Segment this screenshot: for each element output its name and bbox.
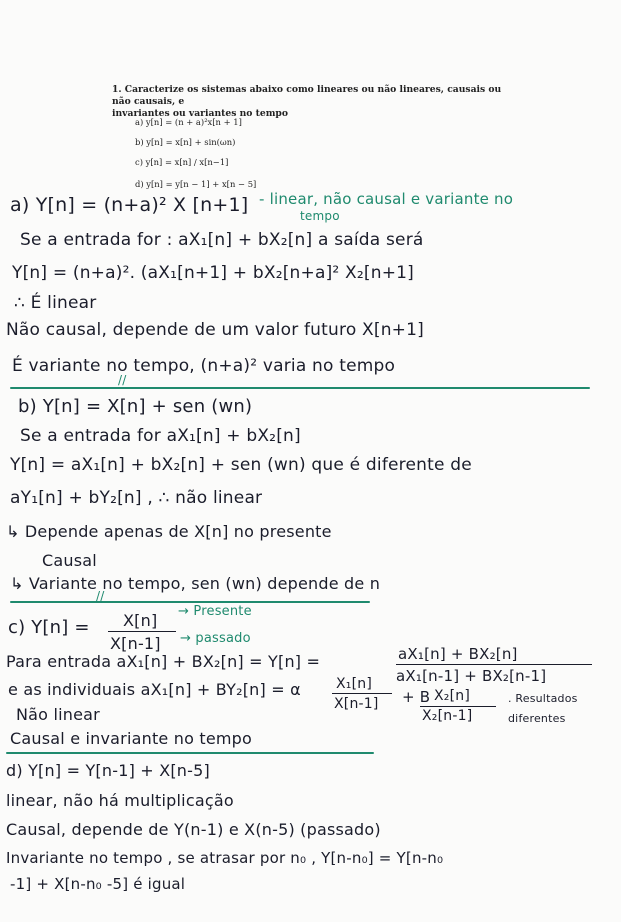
answer-c-note-present: → Presente [178,604,252,619]
answer-d-line3: Invariante no tempo , se atrasar por n₀ , Y[n-n₀] = Y[n-n₀ [6,849,444,867]
answer-c-line2: e as individuais aX₁[n] + BY₂[n] = α [8,680,301,699]
answer-b-mark: // [96,589,105,603]
answer-d-equation: d) Y[n] = Y[n-1] + X[n-5] [6,761,210,780]
answer-a-equation: a) Y[n] = (n+a)² X [n+1] [10,194,249,216]
answer-c-result: . Resultados [508,692,578,705]
separator-b [10,601,370,603]
answer-c-result-2: diferentes [508,712,566,725]
answer-d-line4: -1] + X[n-n₀ -5] é igual [10,875,186,893]
answer-c-line1: Para entrada aX₁[n] + BX₂[n] = Y[n] = [6,652,321,671]
answer-c-plus: + B [402,688,431,706]
option-a: a) y[n] = (n + a)²x[n + 1] [135,117,242,127]
answer-a-line2: Y[n] = (n+a)². (aX₁[n+1] + bX₂[n+a]² X₂[n+1] [12,263,414,283]
question-title-line1: Caracterize os sistemas abaixo como lineares ou não lineares, causais ou não causais, e [112,84,502,107]
answer-c-frac3-den: X₂[n-1] [422,708,473,724]
option-c: c) y[n] = x[n] / x[n−1] [135,157,229,167]
question-number: 1. [112,84,122,95]
answer-a-mark: // [118,373,127,387]
question-title-line2: invariantes ou variantes no tempo [112,108,288,119]
answer-b-line3: aY₁[n] + bY₂[n] , ∴ não linear [10,488,263,508]
answer-a-note-2: tempo [300,209,340,223]
answer-c-line3: Não linear [16,705,100,724]
answer-c-equation: c) Y[n] = [8,617,90,638]
separator-c [6,752,374,754]
answer-d-line1: linear, não há multiplicação [6,791,234,810]
answer-b-line4: ↳ Depende apenas de X[n] no presente [6,522,332,541]
answer-c-note-past: → passado [180,631,251,646]
option-b: b) y[n] = x[n] + sin(ωn) [135,137,236,147]
answer-c-numerator: X[n] [123,611,158,630]
answer-b-line1: Se a entrada for aX₁[n] + bX₂[n] [20,426,301,446]
answer-b-line5: Causal [42,551,97,570]
separator-a [10,387,590,389]
fraction-bar-c [108,631,176,632]
answer-b-line2: Y[n] = aX₁[n] + bX₂[n] + sen (wn) que é diferente de [10,455,472,475]
answer-b-equation: b) Y[n] = X[n] + sen (wn) [18,396,253,417]
answer-a-line3: ∴ É linear [14,293,97,313]
answer-a-line1: Se a entrada for : aX₁[n] + bX₂[n] a saída será [20,230,424,250]
fraction-bar-2 [332,693,392,694]
answer-c-frac1-num: aX₁[n] + BX₂[n] [398,645,518,663]
option-d: d) y[n] = y[n − 1] + x[n − 5] [135,179,257,189]
answer-a-line5: É variante no tempo, (n+a)² varia no tempo [12,356,396,376]
answer-c-frac2-den: X[n-1] [334,696,379,712]
question-title [112,84,512,120]
fraction-bar-1 [396,664,592,665]
answer-c-frac2-num: X₁[n] [336,676,372,692]
answer-c-frac1-den: aX₁[n-1] + BX₂[n-1] [396,667,547,685]
answer-a-line4: Não causal, depende de um valor futuro X[n+1] [6,320,424,340]
answer-c-frac3-num: X₂[n] [434,688,470,704]
answer-c-line4: Causal e invariante no tempo [10,729,253,748]
answer-a-note: - linear, não causal e variante no [259,190,514,208]
answer-d-line2: Causal, depende de Y(n-1) e X(n-5) (passado) [6,820,381,839]
answer-b-line6: ↳ Variante no tempo, sen (wn) depende de n [10,574,381,593]
answer-c-denominator: X[n-1] [110,634,161,653]
